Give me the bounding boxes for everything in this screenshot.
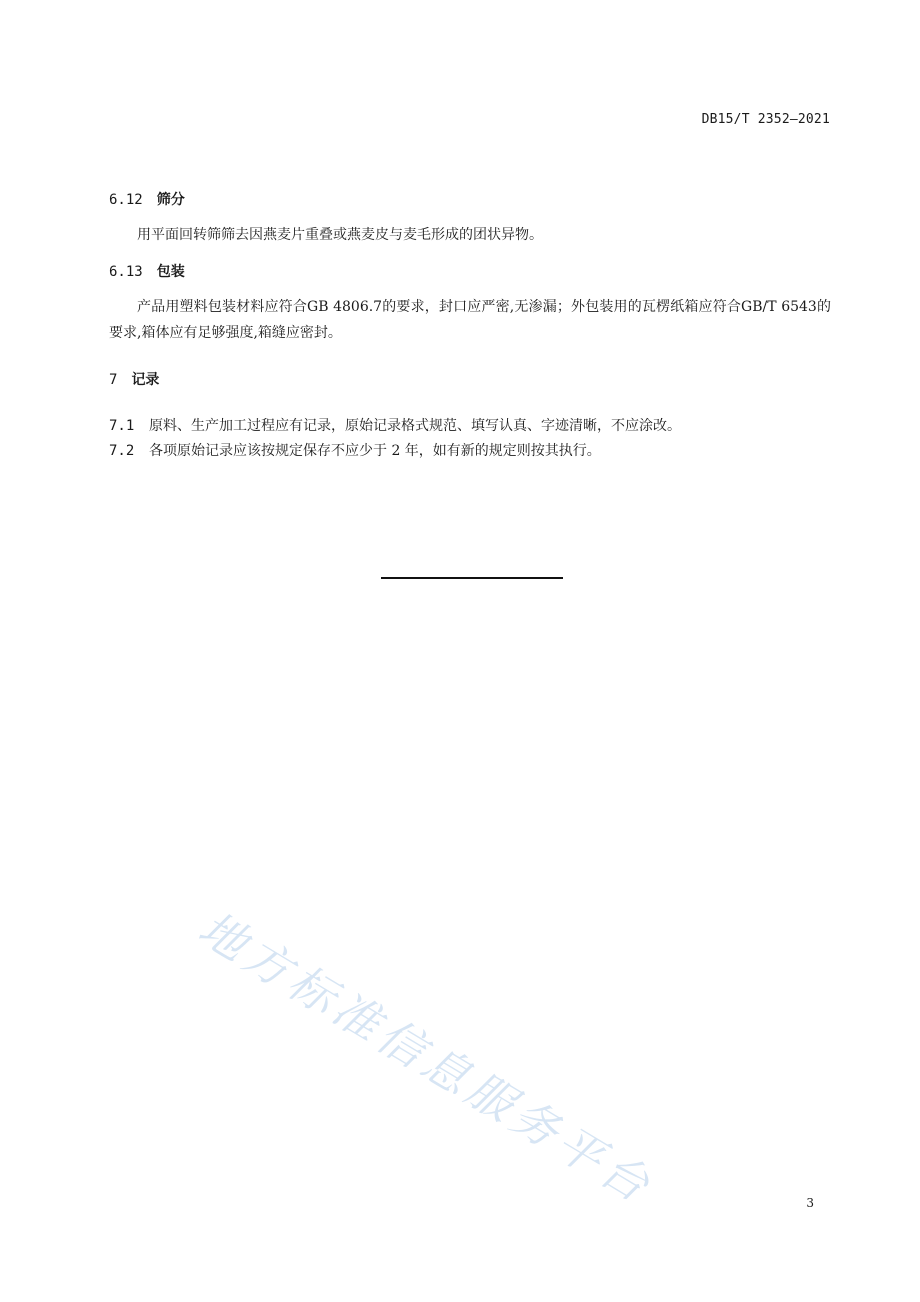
section-number: 6.12 <box>109 192 143 208</box>
clause-7-2 <box>109 441 601 461</box>
section-heading-7 <box>109 370 159 390</box>
end-of-document-rule <box>381 577 563 579</box>
section-heading-6-12 <box>109 190 185 210</box>
section-title: 记录 <box>131 372 160 388</box>
clause-number: 7.2 <box>109 443 135 459</box>
section-number: 7 <box>109 372 118 388</box>
clause-7-1 <box>109 416 681 436</box>
section-title: 包装 <box>156 264 185 280</box>
clause-number: 7.1 <box>109 418 135 434</box>
document-code-header: DB15/T 2352—2021 <box>701 112 830 127</box>
page-number: 3 <box>806 1196 814 1210</box>
section-number: 6.13 <box>109 264 143 280</box>
clause-text: 原料、生产加工过程应有记录，原始记录格式规范、填写认真、字迹清晰，不应涂改。 <box>149 418 681 434</box>
section-title: 筛分 <box>156 192 185 208</box>
section-body-6-13: 产品用塑料包装材料应符合GB 4806.7的要求，封口应严密,无渗漏；外包装用的瓦楞纸箱应符合GB/T 6543的要求,箱体应有足够强度,箱缝应密封。 <box>109 299 831 341</box>
watermark-text: 地方标准信息服务平台 <box>189 900 664 1215</box>
section-heading-6-13 <box>109 262 185 282</box>
section-body-6-12: 用平面回转筛筛去因燕麦片重叠或燕麦皮与麦毛形成的团状异物。 <box>137 227 543 243</box>
clause-text: 各项原始记录应该按规定保存不应少于 2 年，如有新的规定则按其执行。 <box>149 443 601 459</box>
